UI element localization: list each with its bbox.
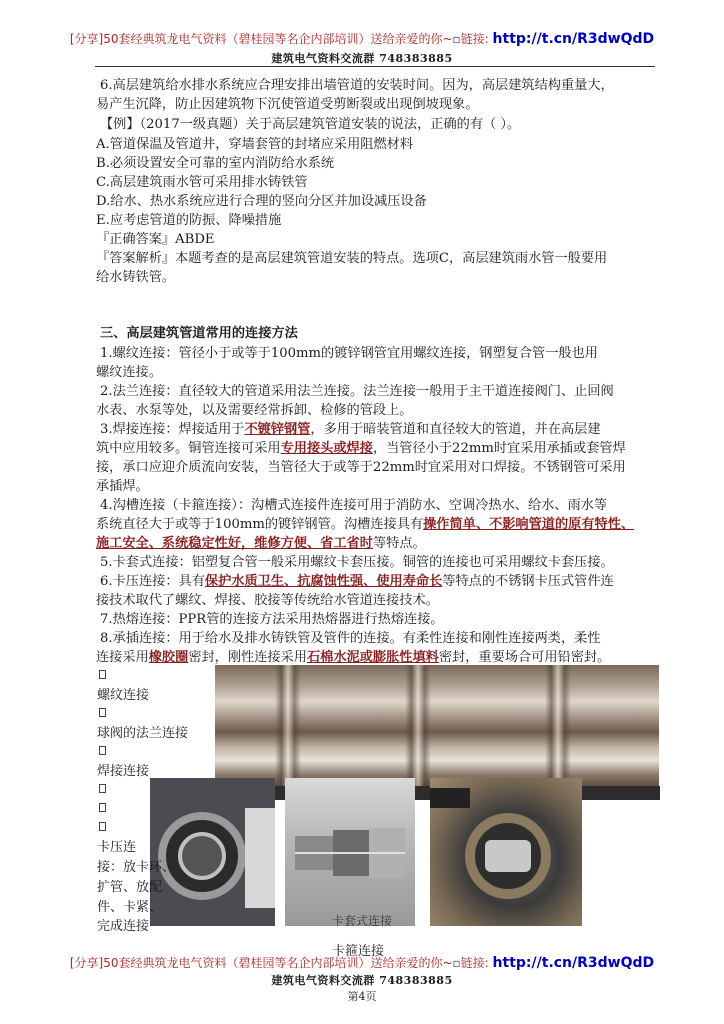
footer-link-label: 链接:	[460, 956, 489, 970]
c4-l3b: 等特点。	[372, 536, 426, 551]
caption-weld: 焊接连接	[97, 764, 150, 779]
caption-press-l3: 扩管、放配	[97, 880, 163, 895]
page-number: 第4页	[347, 990, 377, 1003]
answer: 『正确答案』ABDE	[96, 232, 215, 247]
broken-image-icon: ▫	[452, 32, 461, 46]
broken-image-icon	[99, 784, 106, 793]
caption-press-l5: 完成连接	[97, 919, 150, 934]
footer-promo-line	[0, 954, 724, 971]
c1-line2: 螺纹连接。	[96, 365, 162, 380]
footer-group: 建筑电气资料交流群 748383885	[271, 974, 453, 987]
caption-press-l4: 件、卡紧、	[97, 900, 163, 915]
option-d: D.给水、热水系统应进行合理的竖向分区并加设减压设备	[96, 194, 427, 209]
c3-l2-highlight: 专用接头或焊接	[280, 441, 373, 456]
c6-l1b: 等特点的不锈钢卡压式管件连	[442, 574, 614, 589]
caption-box	[97, 744, 106, 759]
caption-press-l1: 卡压连	[97, 840, 137, 855]
c8-l2-highlight1: 橡胶圈	[148, 650, 189, 665]
press-fitting-photo-1	[150, 778, 275, 926]
press-tool-photo	[430, 778, 582, 926]
header-promo-line	[0, 30, 724, 47]
c8-line1: 8.承插连接：用于给水及排水铸铁管及管件的连接。有柔性连接和刚性连接两类，柔性	[100, 631, 601, 646]
c6-l1-highlight: 保护水质卫生、抗腐蚀性强、使用寿命长	[204, 574, 443, 589]
caption-groove: 卡箍连接	[332, 944, 385, 959]
c3-l2b: ，当管径小于22mm时宜采用承插或套管焊	[372, 441, 626, 456]
footer-promo-text: [分享]50套经典筑龙电气资料（碧桂园等名企内部培训）送给亲爱的你~	[69, 956, 453, 970]
c4-l2a: 系统直径大于或等于100mm的镀锌钢管。沟槽连接具有	[96, 517, 424, 532]
caption-box	[97, 801, 106, 816]
option-c: C.高层建筑雨水管可采用排水铸铁管	[96, 175, 308, 190]
c3-line4: 承插焊。	[96, 479, 149, 494]
press-tool-graphic	[430, 778, 582, 926]
c4-l2-highlight: 操作简单、不影响管道的原有特性、	[423, 517, 635, 532]
c4-line3	[96, 535, 426, 553]
analysis-line2: 给水铸铁管。	[96, 270, 176, 285]
header-link-label: 链接:	[460, 32, 489, 46]
broken-image-icon	[99, 670, 106, 679]
broken-image-icon	[99, 708, 106, 717]
pipe-joint-mark	[275, 665, 301, 787]
caption-press-l2: 接：放卡环、	[97, 860, 176, 875]
c6-line1	[100, 573, 614, 591]
c4-line2	[96, 516, 634, 534]
c8-l2-highlight2: 石棉水泥或膨胀性填料	[307, 650, 439, 665]
header-link[interactable]: http://t.cn/R3dwQdD	[492, 31, 655, 47]
broken-image-icon	[99, 746, 106, 755]
broken-image-icon: ▫	[452, 956, 461, 970]
broken-image-icon	[99, 803, 106, 812]
analysis-line1: 『答案解析』本题考查的是高层建筑管道安装的特点。选项C，高层建筑雨水管一般要用	[96, 251, 608, 266]
c2-line1: 2.法兰连接：直径较大的管道采用法兰连接。法兰连接一般用于主干道连接阀门、止回阀	[100, 384, 614, 399]
c3-l2a: 筑中应用较多。铜管连接可采用	[96, 441, 281, 456]
pipe-joint-mark	[545, 665, 571, 787]
p6-line1: 6.高层建筑给水排水系统应合理安排出墙管道的安装时间。因为，高层建筑结构重量大，	[100, 78, 614, 93]
c4-l3-highlight: 施工安全、系统稳定性好，维修方便、省工省时	[96, 536, 373, 551]
c8-l2c: 密封，重要场合可用铅密封。	[438, 650, 611, 665]
pipe-joint-photo	[215, 665, 659, 787]
pipe-joint-mark	[405, 665, 431, 787]
caption-thread: 螺纹连接	[97, 688, 150, 703]
option-b: B.必须设置安全可靠的室内消防给水系统	[96, 156, 335, 171]
caption-box	[97, 820, 106, 835]
c6-l1a: 6.卡压连接：具有	[100, 574, 205, 589]
c5-line: 5.卡套式连接：铝塑复合管一般采用螺纹卡套压接。铜管的连接也可采用螺纹卡套压接。	[100, 555, 614, 570]
c8-l2a: 连接采用	[96, 650, 149, 665]
c6-line2: 接技术取代了螺纹、焊接、胶接等传统给水管道连接技术。	[96, 593, 439, 608]
option-a: A.管道保温及管道井，穿墙套管的封堵应采用阻燃材料	[96, 137, 414, 152]
c3-l1b: ，多用于暗装管道和直径较大的管道，并在高层建	[310, 422, 601, 437]
header-group: 建筑电气资料交流群 748383885	[271, 52, 453, 65]
c2-line2: 水表、水泵等处，以及需要经常拆卸、检修的管段上。	[96, 403, 413, 418]
section-title: 三、高层建筑管道常用的连接方法	[100, 326, 298, 341]
broken-image-icon	[99, 822, 106, 831]
c3-line3: 接，承口应迎介质流向安装，当管径大于或等于22mm时宜采用对口焊接。不锈钢管可采用	[96, 460, 626, 475]
press-fitting-photo-2	[285, 778, 415, 926]
c1-line1: 1.螺纹连接：管径小于或等于100mm的镀锌钢管宜用螺纹连接，钢塑复合管一般也用	[100, 346, 598, 361]
example-question: 【例】（2017一级真题）关于高层建筑管道安装的说法，正确的有（ ）。	[100, 117, 521, 132]
p6-line2: 易产生沉降，防止因建筑物下沉使管道受剪断裂或出现倒坡现象。	[96, 97, 479, 112]
press-ring-graphic	[150, 778, 275, 926]
caption-hidden: 卡套式连接	[332, 914, 393, 928]
caption-box	[97, 706, 106, 721]
c3-l1-highlight: 不镀锌钢管	[244, 422, 311, 437]
c3-line1	[100, 421, 601, 439]
c3-l1a: 3.焊接连接：焊接适用于	[100, 422, 245, 437]
c4-line1: 4.沟槽连接（卡箍连接）：沟槽式连接件连接可用于消防水、空调冷热水、给水、雨水等	[100, 498, 608, 513]
c7-line: 7.热熔连接：PPR管的连接方法采用热熔器进行热熔连接。	[100, 612, 444, 627]
caption-box	[97, 782, 106, 797]
c8-l2b: 密封，刚性连接采用	[188, 650, 307, 665]
footer-link[interactable]: http://t.cn/R3dwQdD	[492, 955, 655, 971]
caption-box	[97, 668, 106, 683]
header-promo-text: [分享]50套经典筑龙电气资料（碧桂园等名企内部培训）送给亲爱的你~	[69, 32, 453, 46]
c3-line2	[96, 440, 626, 458]
caption-flange: 球阀的法兰连接	[97, 726, 189, 741]
fitting-graphic	[285, 778, 415, 926]
option-e: E.应考虑管道的防振、降噪措施	[96, 213, 282, 228]
header-rule	[95, 66, 655, 67]
